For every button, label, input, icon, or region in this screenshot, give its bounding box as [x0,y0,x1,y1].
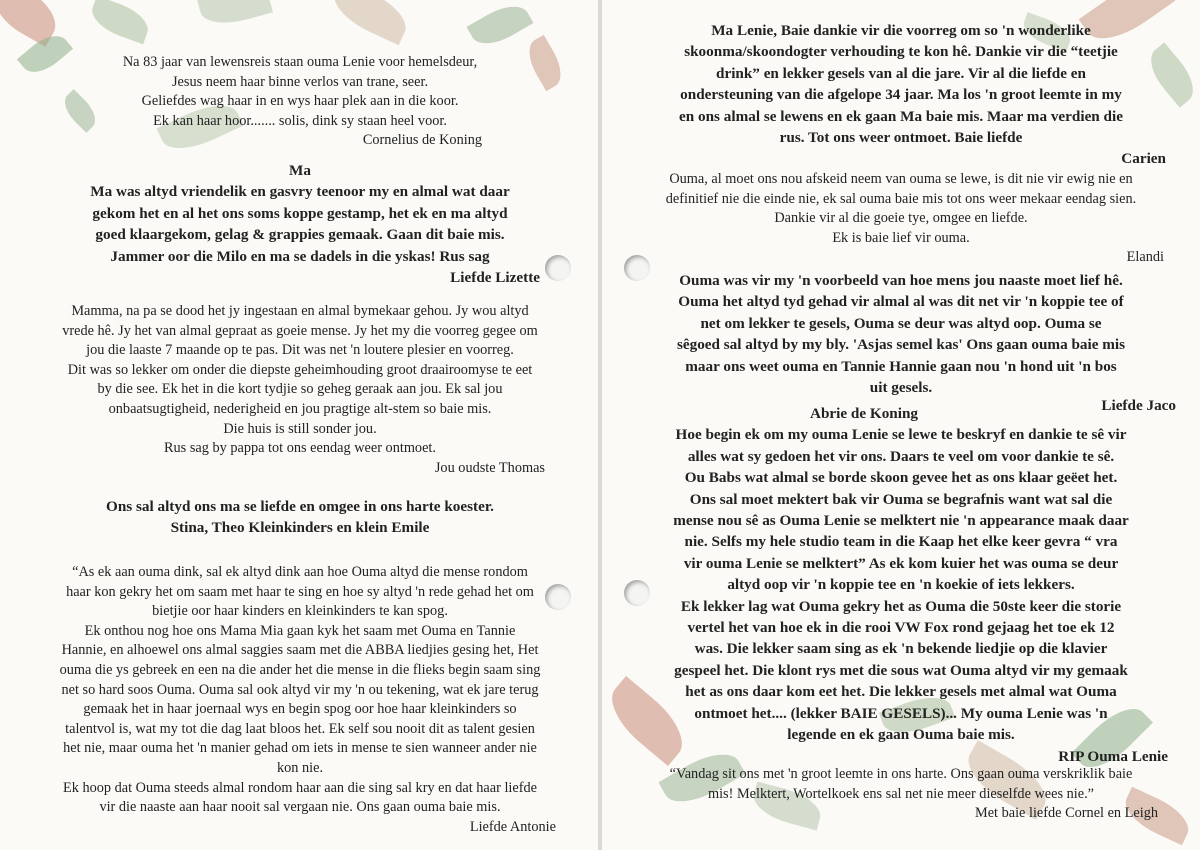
tribute-line: Ons sal moet mektert bak vir Ouma se begrafnis want wat sal die [689,490,1113,508]
tribute-line: definitief nie die einde nie, ek sal ouma baie mis tot ons weer mekaar eendag sien. [665,190,1137,207]
tribute-line: mis! Melktert, Wortelkoek ens sal net nie meer dieselfde wees nie.” [707,785,1095,802]
poem-line: Geliefdes wag haar in en wys haar plek aan in die koor. [141,93,459,110]
tribute-line: ondersteuning van die afgelope 34 jaar. Ma los 'n groot leemte in my [680,86,1122,104]
tribute-line: alles wat sy gedoen het vir ons. Daars te veel om voor dankie te sê. [687,447,1115,465]
elandi-tribute [610,170,1192,268]
tribute-line: gemaak het in haar joernaal wys en begin spog oor hoe haar kleinkinders so [83,701,517,718]
tribute-signature: Liefde Antonie [469,818,556,835]
tribute-line: het nie, maar ouma het 'n manier gehad om iets in mense te sien wanneer ander nie [63,740,537,757]
tribute-line: drink” en lekker gesels van al die jare. Vir al die liefde en [716,64,1086,82]
tribute-line: bietjie oor haar kinders en kleinkinders te kan spog. [152,603,448,620]
tribute-line: was. Die lekker saam sing as ek 'n bekende liedjie op die klavier [694,640,1108,658]
tribute-line: Ouma was vir my 'n voorbeeld van hoe mens jou naaste moet lief hê. [679,272,1123,289]
punch-hole [624,580,650,606]
tribute-line: Hoe begin ek om my ouma Lenie se lewe te beskryf en dankie te sê vir [675,426,1127,444]
punch-hole [624,255,650,281]
tribute-line: Ek is baie lief vir ouma. [832,229,970,246]
tribute-line: Ma was altyd vriendelik en gasvry teenoor my en almal wat daar [90,183,510,201]
abrie-tribute [610,403,1192,767]
tribute-line: en ons almal se lewens en ek gaan Ma baie mis. Maar ma verdien die [679,107,1123,125]
cornel-tribute [610,765,1192,824]
tribute-line: ouma die ys gebreek en een na die ander het die mense in die flieks begin saam sing [59,661,541,678]
tribute-line: Stina, Theo Kleinkinders en klein Emile [170,519,430,537]
tribute-line: vrede hê. Jy het van almal gepraat as goeie mense. Jy het my die voorreg gegee om [62,322,538,339]
tribute-line: Ouma, al moet ons nou afskeid neem van ouma se lewe, is dit nie vir ewig nie en [669,171,1133,187]
tribute-signature: Elandi [1126,249,1164,266]
right-page [602,0,1200,850]
tribute-line: talentvol is, wat my tot die dag laat bloos het. Ek self sou nooit dit as talent gesien [65,720,535,737]
tribute-line: altyd oop vir 'n koppie tee en 'n koekie of iets lekkers. [727,576,1075,594]
poem [40,53,560,151]
tribute-line: Ek hoop dat Ouma steeds almal rondom haar aan die sing sal kry en dat haar liefde [62,779,538,796]
thomas-tribute [20,302,580,478]
tribute-line: mense nou sê as Ouma Lenie se melktert nie 'n appearance maak daar [673,512,1129,530]
tribute-line: Rus sag by pappa tot ons eendag weer ontmoet. [164,440,436,457]
punch-hole [545,255,571,281]
tribute-line: Ek lekker lag wat Ouma gekry het as Ouma die 50ste keer die storie [680,597,1122,615]
tribute-line: Die huis is still sonder jou. [223,420,377,437]
tribute-line: jou die laaste 7 maande op te pas. Dit was net 'n loutere plesier en voorreg. [86,342,514,359]
stina-tribute [20,496,580,539]
left-page [0,0,598,850]
lizette-tribute [20,160,580,288]
tribute-line: haar kon gekry het om saam met haar te sing en hoe sy altyd 'n rede gehad het om [66,583,534,600]
tribute-line: vir ouma Lenie se melktert” As ek kom kuier het was ouma se deur [683,554,1119,572]
tribute-line: vertel het van hoe ek in die rooi VW Fox rond gejaag het toe ek 12 [687,619,1115,637]
tribute-heading: Ma [289,162,311,179]
tribute-line: vir die naaste aan haar nooit sal vergaan nie. Ons gaan ouma baie mis. [99,799,501,816]
tribute-line: uit gesels. [869,379,933,397]
tribute-signature: Liefde Jaco [1101,397,1176,414]
tribute-line: maar ons weet ouma en Tannie Hannie gaan nou 'n hond uit 'n bos [685,357,1117,375]
tribute-line: Mamma, na pa se dood het jy ingestaan en almal bymekaar gehou. Jy wou altyd [71,303,529,319]
tribute-line: skoonma/skoondogter verhouding te kon hê. Dankie vir die “teetjie [684,43,1118,61]
carien-tribute [610,20,1192,170]
poem-author: Cornelius de Koning [362,132,482,149]
tribute-signature: RIP Ouma Lenie [1058,747,1168,765]
poem-line: Jesus neem haar binne verlos van trane, seer. [171,73,429,90]
tribute-line: net om lekker te gesels, Ouma se deur was altyd oop. Ouma se [700,314,1102,332]
tribute-line: gespeel het. Die klont rys met die sous wat Ouma altyd vir my gemaak [674,661,1128,679]
tribute-line: gekom het en al het ons soms koppe gestamp, het ek en ma altyd [92,204,508,222]
tribute-line: sêgoed sal altyd by my bly. 'Asjas semel kas' Ons gaan ouma baie mis [676,336,1126,354]
tribute-line: onbaatsugtigheid, nederigheid en jou pragtige alt-stem so baie mis. [108,400,492,417]
tribute-line: Ons sal altyd ons ma se liefde en omgee in ons harte koester. [106,498,494,515]
tribute-line: Ma Lenie, Baie dankie vir die voorreg om so 'n wonderlike [711,22,1091,39]
tribute-signature: Jou oudste Thomas [434,459,545,476]
tribute-line: Dankie vir al die goeie tye, omgee en liefde. [774,210,1028,227]
tribute-line: Hannie, en alhoewel ons almal saggies saam met die ABBA liedjies gesing het, Het [61,642,539,659]
tribute-signature: Carien [1121,150,1166,168]
tribute-line: Jammer oor die Milo en ma se dadels in die yskas! Rus sag [110,247,490,265]
tribute-line: nie. Selfs my hele studio team in die Kaap het elke keer gevra “ vra [684,533,1118,551]
tribute-line: kon nie. [276,759,324,776]
poem-line: Na 83 jaar van lewensreis staan ouma Lenie voor hemelsdeur, [122,54,478,70]
tribute-line: goed klaargekom, gelag & grappies gemaak. Gaan dit baie mis. [95,226,505,244]
tribute-signature: Liefde Lizette [450,269,540,287]
tribute-line: “Vandag sit ons met 'n groot leemte in ons harte. Ons gaan ouma verskriklik baie [669,766,1133,782]
tribute-line: Ek onthou nog hoe ons Mama Mia gaan kyk het saam met Ouma en Tannie [84,622,516,639]
poem-line: Ek kan haar hoor....... solis, dink sy staan heel voor. [153,112,447,129]
tribute-line: Ou Babs wat almal se borde skoon gevee het as ons klaar geëet het. [684,469,1118,487]
tribute-line: legende en ek gaan Ouma baie mis. [787,726,1015,744]
tribute-signature: Met baie liefde Cornel en Leigh [974,805,1158,822]
tribute-line: by die see. Ek het in die kort tydjie so geheg geraak aan jou. Ek sal jou [97,381,503,398]
tribute-heading: Abrie de Koning [810,405,919,422]
punch-hole [545,584,571,610]
tribute-line: Ouma het altyd tyd gehad vir almal al was dit net vir 'n koppie tee of [678,293,1124,311]
tribute-line: net so hard soos Ouma. Ouma sal ook altyd vir my 'n ou tekening, wat ek jare terug [61,681,539,698]
antonie-tribute [18,563,582,837]
jaco-tribute [610,270,1192,398]
tribute-line: ontmoet het.... (lekker BAIE GESELS)... My ouma Lenie was 'n [694,704,1108,722]
tribute-line: Dit was so lekker om onder die diepste geheimhouding groot draairoomyse te eet [67,361,533,378]
tribute-line: “As ek aan ouma dink, sal ek altyd dink aan hoe Ouma altyd die mense rondom [72,564,528,580]
tribute-line: rus. Tot ons weer ontmoet. Baie liefde [779,129,1023,147]
tribute-line: het as ons daar kom eet het. Die lekker gesels met almal wat Ouma [685,683,1117,701]
